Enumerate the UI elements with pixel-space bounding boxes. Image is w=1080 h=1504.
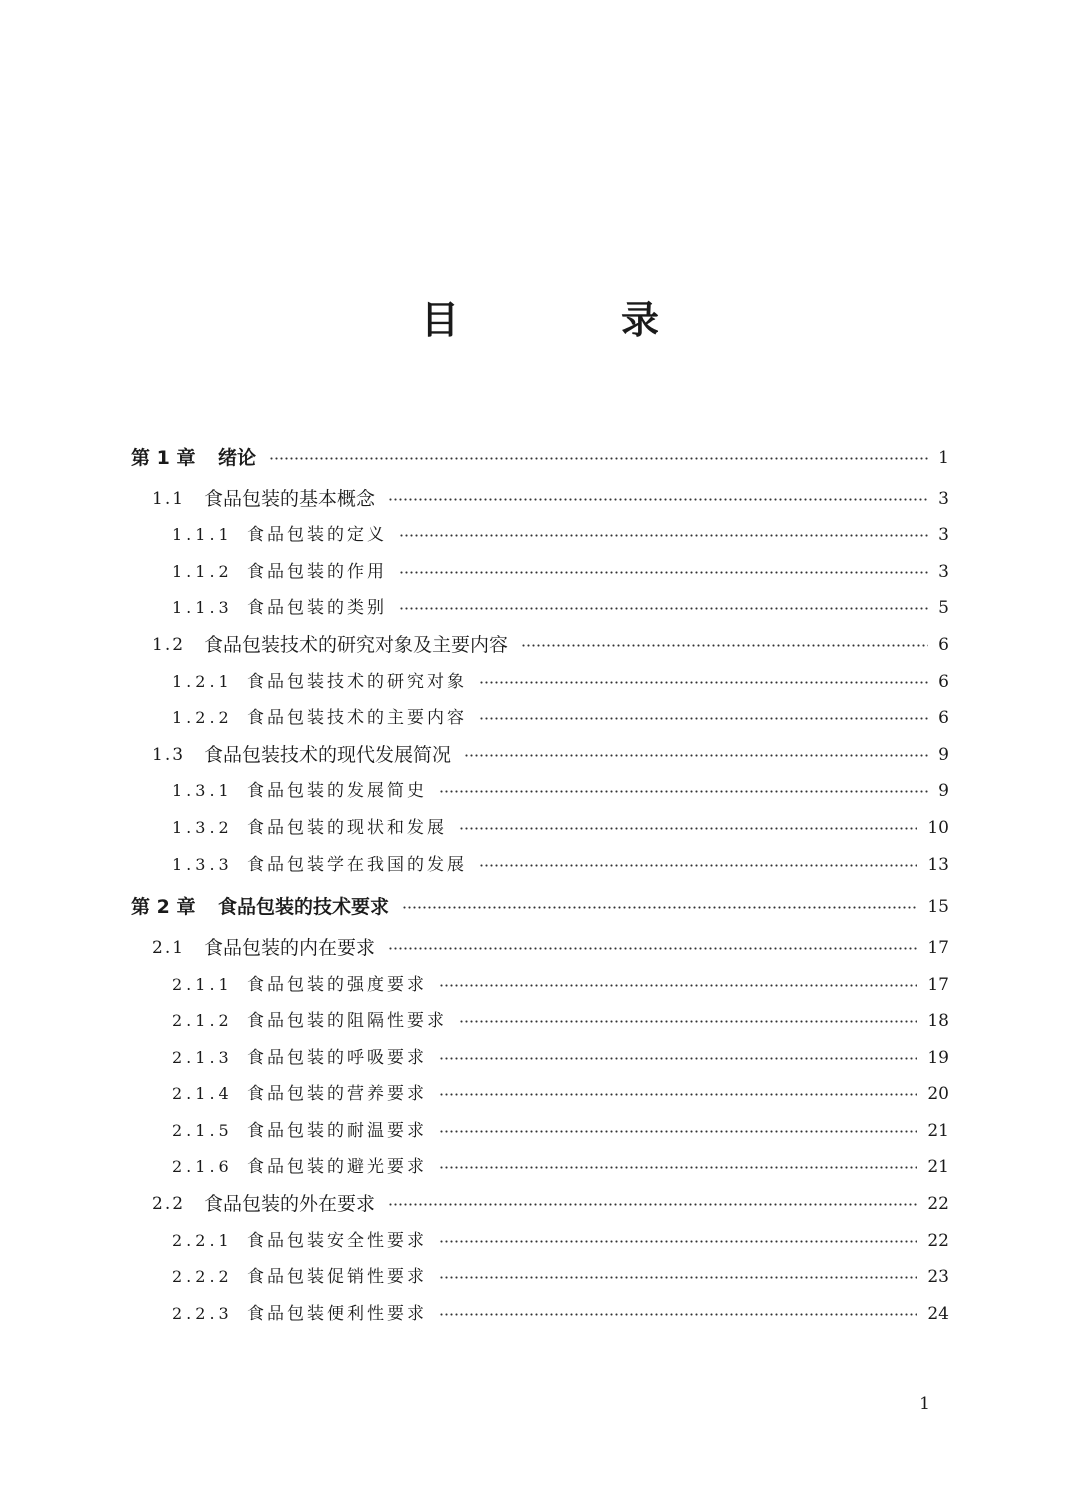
toc-entry-title: 食品包装安全性要求	[247, 1231, 427, 1251]
toc-entry-page: 18	[927, 1011, 949, 1031]
toc-entry-title: 绪论	[218, 447, 257, 469]
toc-entry-number: 2.2	[152, 1194, 186, 1214]
toc-entry-title: 食品包装的强度要求	[247, 975, 427, 995]
toc-entry-number: 2.1.3	[172, 1048, 233, 1067]
toc-entry-number: 1.1.3	[172, 598, 233, 617]
toc-entry-page: 3	[938, 525, 949, 545]
toc-entry-number: 1.3.3	[172, 855, 233, 874]
toc-entry-title: 食品包装的避光要求	[247, 1157, 427, 1177]
toc-entry-page: 17	[927, 938, 949, 958]
toc-entry-page: 3	[938, 562, 949, 582]
toc-entry-number: 1.3.1	[172, 781, 233, 800]
toc-entry[interactable]	[0, 1262, 1080, 1292]
toc-entry[interactable]	[0, 1006, 1080, 1036]
toc-entry[interactable]	[0, 1152, 1080, 1182]
dot-leader	[399, 571, 928, 574]
toc-entry-number: 2.1.5	[172, 1121, 233, 1140]
dot-leader	[439, 1130, 917, 1133]
dot-leader	[269, 457, 928, 460]
dot-leader	[439, 1093, 917, 1096]
toc-entry[interactable]	[0, 1299, 1080, 1329]
toc-entry-number: 2.2.3	[172, 1304, 233, 1323]
toc-entry-title: 食品包装技术的研究对象	[247, 672, 467, 692]
dot-leader	[399, 607, 928, 610]
toc-entry-title: 食品包装的定义	[247, 525, 387, 545]
toc-entry-title: 食品包装的作用	[247, 562, 387, 582]
toc-entry[interactable]	[0, 520, 1080, 550]
toc-entry-title: 食品包装技术的现代发展简况	[204, 744, 452, 766]
toc-entry-page: 17	[927, 975, 949, 995]
toc-entry-number: 第 2 章	[131, 896, 196, 918]
dot-leader	[521, 644, 928, 647]
toc-entry-title: 食品包装的内在要求	[204, 937, 376, 959]
toc-entry[interactable]	[0, 1116, 1080, 1146]
toc-entry-number: 1.1.2	[172, 562, 233, 581]
dot-leader	[439, 1057, 917, 1060]
toc-entry-title: 食品包装技术的研究对象及主要内容	[204, 634, 509, 656]
toc-entry[interactable]	[0, 667, 1080, 697]
toc-entry[interactable]	[0, 1079, 1080, 1109]
toc-entry-page: 22	[927, 1194, 949, 1214]
toc-entry-title: 食品包装的阻隔性要求	[247, 1011, 447, 1031]
dot-leader	[399, 534, 928, 537]
dot-leader	[439, 984, 917, 987]
toc-entry-number: 1.2.1	[172, 672, 233, 691]
toc-entry-title: 食品包装的现状和发展	[247, 818, 447, 838]
toc-entry[interactable]	[0, 933, 1080, 963]
toc-entry-number: 1.3	[152, 745, 186, 765]
toc-entry-page: 6	[938, 635, 949, 655]
toc-entry-title: 食品包装的技术要求	[218, 896, 390, 918]
toc-entry[interactable]	[0, 813, 1080, 843]
toc-entry-page: 20	[927, 1084, 949, 1104]
toc-entry[interactable]	[0, 443, 1080, 473]
toc-entry-page: 24	[927, 1304, 949, 1324]
dot-leader	[459, 827, 917, 830]
toc-entry-page: 9	[938, 745, 949, 765]
toc-entry-page: 1	[938, 448, 949, 468]
dot-leader	[388, 1203, 917, 1206]
toc-entry[interactable]	[0, 1189, 1080, 1219]
toc-entry-page: 10	[927, 818, 949, 838]
dot-leader	[479, 681, 928, 684]
toc-entry-title: 食品包装的呼吸要求	[247, 1048, 427, 1068]
toc-entry-number: 1.2	[152, 635, 186, 655]
toc-entry[interactable]	[0, 970, 1080, 1000]
toc-entry-page: 13	[927, 855, 949, 875]
toc-entry-number: 1.2.2	[172, 708, 233, 727]
dot-leader	[388, 498, 928, 501]
toc-entry[interactable]	[0, 1226, 1080, 1256]
toc-entry-title: 食品包装学在我国的发展	[247, 855, 467, 875]
toc-entry-title: 食品包装的营养要求	[247, 1084, 427, 1104]
toc-entry-title: 食品包装便利性要求	[247, 1304, 427, 1324]
toc-entry-page: 5	[938, 598, 949, 618]
toc-entry-page: 9	[938, 781, 949, 801]
toc-entry-number: 2.1	[152, 938, 186, 958]
toc-entry-title: 食品包装技术的主要内容	[247, 708, 467, 728]
page-title: 目 录	[420, 297, 721, 342]
toc-entry[interactable]	[0, 850, 1080, 880]
dot-leader	[479, 864, 917, 867]
toc-entry-number: 2.1.4	[172, 1084, 233, 1103]
dot-leader	[439, 790, 928, 793]
page-number: 1	[919, 1394, 930, 1414]
toc-entry-title: 食品包装的发展简史	[247, 781, 427, 801]
toc-entry[interactable]	[0, 484, 1080, 514]
toc-entry-number: 2.2.2	[172, 1267, 233, 1286]
toc-entry[interactable]	[0, 776, 1080, 806]
toc-entry[interactable]	[0, 703, 1080, 733]
dot-leader	[388, 947, 917, 950]
dot-leader	[464, 754, 928, 757]
toc-entry-page: 21	[927, 1157, 949, 1177]
toc-entry-number: 1.3.2	[172, 818, 233, 837]
dot-leader	[459, 1020, 917, 1023]
toc-entry[interactable]	[0, 740, 1080, 770]
toc-entry-title: 食品包装的外在要求	[204, 1193, 376, 1215]
dot-leader	[439, 1166, 917, 1169]
toc-entry-page: 22	[927, 1231, 949, 1251]
toc-entry[interactable]	[0, 557, 1080, 587]
dot-leader	[439, 1276, 917, 1279]
toc-entry[interactable]	[0, 593, 1080, 623]
dot-leader	[402, 906, 917, 909]
toc-entry-number: 第 1 章	[131, 447, 196, 469]
toc-entry-title: 食品包装的耐温要求	[247, 1121, 427, 1141]
toc-entry-page: 6	[938, 708, 949, 728]
toc-entry[interactable]	[0, 630, 1080, 660]
toc-entry[interactable]	[0, 1043, 1080, 1073]
toc-entry-number: 1.1.1	[172, 525, 233, 544]
toc-entry-title: 食品包装的类别	[247, 598, 387, 618]
toc-entry-number: 1.1	[152, 489, 186, 509]
toc-entry[interactable]	[0, 892, 1080, 922]
toc-entry-title: 食品包装的基本概念	[204, 488, 376, 510]
toc-entry-page: 6	[938, 672, 949, 692]
toc-entry-number: 2.1.2	[172, 1011, 233, 1030]
toc-entry-number: 2.1.1	[172, 975, 233, 994]
toc-entry-page: 23	[927, 1267, 949, 1287]
toc-entry-number: 2.2.1	[172, 1231, 233, 1250]
toc-entry-page: 15	[927, 897, 949, 917]
dot-leader	[439, 1240, 917, 1243]
toc-entry-page: 21	[927, 1121, 949, 1141]
toc-entry-number: 2.1.6	[172, 1157, 233, 1176]
toc-entry-title: 食品包装促销性要求	[247, 1267, 427, 1287]
toc-entry-page: 19	[927, 1048, 949, 1068]
toc-entry-page: 3	[938, 489, 949, 509]
dot-leader	[439, 1313, 917, 1316]
dot-leader	[479, 717, 928, 720]
